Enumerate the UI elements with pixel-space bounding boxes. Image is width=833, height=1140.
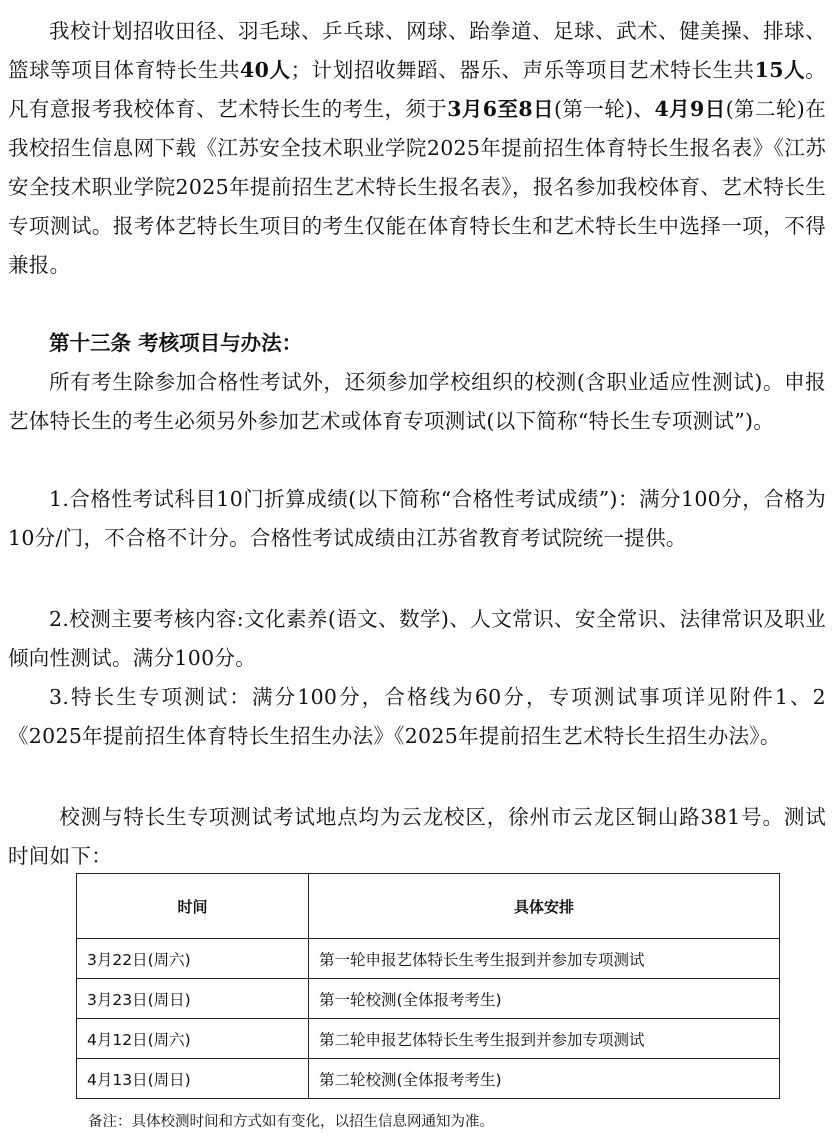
para1-text-5: (第二轮)在我校招生信息网下载《江苏安全技术职业学院2025年提前招生体育特长生报名表》《江苏安全技术职业学院2025年提前招生艺术特长生报名表》，报名参加我校体育、艺术特长生专项测试。报考体艺特长生项目的考生仅能在体育特长生和艺术特长生中选择一项，不得兼报。 (8, 97, 827, 277)
schedule-table (76, 873, 780, 1099)
schedule-arrangement: 第二轮申报艺体特长生考生报到并参加专项测试 (309, 1019, 780, 1059)
round1-date-bold: 3月6至8日 (447, 97, 554, 121)
schedule-arrangement: 第一轮申报艺体特长生考生报到并参加专项测试 (309, 939, 780, 979)
table-row (77, 1059, 780, 1099)
schedule-date: 3月22日(周六) (77, 939, 309, 979)
schedule-date: 4月13日(周日) (77, 1059, 309, 1099)
round2-date-bold: 4月9日 (654, 97, 726, 121)
item-qualification-exam: 1.合格性考试科目10门折算成绩(以下简称“合格性考试成绩”)：满分100分，合格为10分/门，不合格不计分。合格性考试成绩由江苏省教育考试院统一提供。 (8, 487, 826, 550)
paragraph-assessment-overview: 所有考生除参加合格性考试外，还须参加学校组织的校测(含职业适应性测试)。申报艺体特长生的考生必须另外参加艺术或体育专项测试(以下简称“特长生专项测试”)。 (8, 370, 826, 433)
para1-text-4: (第一轮)、 (553, 97, 655, 121)
table-row (77, 939, 780, 979)
header-arrangement: 具体安排 (309, 874, 780, 939)
item-special-test: 3.特长生专项测试：满分100分，合格线为60分，专项测试事项详见附件1、2《2025年提前招生体育特长生招生办法》《2025年提前招生艺术特长生招生办法》。 (8, 685, 826, 748)
para1-text-3: 。凡有意报考我校体育、艺术特长生的考生，须于 (8, 58, 826, 121)
table-row (77, 1019, 780, 1059)
paragraph-special-talent-quota (8, 12, 826, 285)
table-row (77, 979, 780, 1019)
footnote-remark: 备注：具体校测时间和方式如有变化，以招生信息网通知为准。 (88, 1114, 494, 1130)
schedule-arrangement: 第一轮校测(全体报考考生) (309, 979, 780, 1019)
article-heading: 第十三条 考核项目与办法： (49, 331, 303, 355)
item-school-test: 2.校测主要考核内容:文化素养(语文、数学)、人文常识、安全常识、法律常识及职业倾向性测试。满分100分。 (8, 607, 826, 670)
schedule-date: 4月12日(周六) (77, 1019, 309, 1059)
arts-quota-bold: 15人 (754, 58, 806, 82)
header-time: 时间 (77, 874, 309, 939)
schedule-date: 3月23日(周日) (77, 979, 309, 1019)
para1-text-1: 我校计划招收田径、羽毛球、乒乓球、网球、跆拳道、足球、武术、健美操、排球、篮球等项目体育特长生共 (8, 19, 826, 82)
paragraph-venue: 校测与特长生专项测试考试地点均为云龙校区，徐州市云龙区铜山路381号。测试时间如下： (8, 805, 826, 868)
sports-quota-bold: 40人 (240, 58, 291, 82)
schedule-header-row (77, 874, 780, 939)
para1-text-2: ；计划招收舞蹈、器乐、声乐等项目艺术特长生共 (290, 58, 755, 82)
schedule-arrangement: 第二轮校测(全体报考考生) (309, 1059, 780, 1099)
